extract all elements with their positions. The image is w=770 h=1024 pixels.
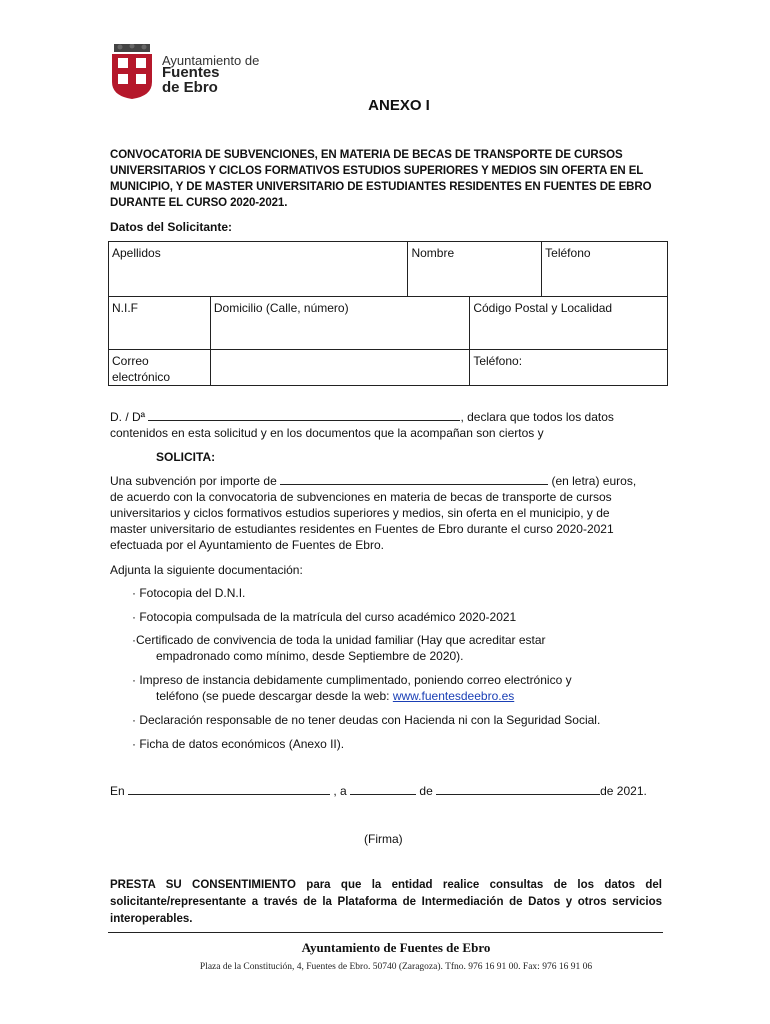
logo-line1: Ayuntamiento de — [162, 53, 260, 68]
footer-address: Plaza de la Constitución, 4, Fuentes de Ebro. 50740 (Zaragoza). Tfno. 976 16 91 00. Fax: 976 16 91 06 — [199, 962, 593, 972]
web-link[interactable]: www.fuentesdeebro.es — [392, 689, 515, 703]
solicita-heading: SOLICITA: — [156, 450, 216, 464]
doc-item-impreso: · Impreso de instancia debidamente cumplimentado, poniendo correo electrónico y teléfono (se puede descargar desde la web: www.fuentesdeebro.es — [132, 673, 572, 703]
adjunta-heading: Adjunta la siguiente documentación: — [110, 563, 303, 577]
nombre-declarante-blank[interactable] — [148, 409, 460, 421]
solicitante-table — [108, 241, 668, 386]
apellidos-field[interactable]: Apellidos — [109, 242, 408, 297]
page-title: ANEXO I — [368, 97, 430, 114]
dia-blank[interactable] — [350, 783, 416, 795]
domicilio-field[interactable]: Domicilio (Calle, número) — [210, 297, 469, 350]
doc-item-dni: · Fotocopia del D.N.I. — [132, 586, 246, 600]
footer-name: Ayuntamiento de Fuentes de Ebro — [301, 940, 491, 955]
doc-item-declaracion: · Declaración responsable de no tener deudas con Hacienda ni con la Seguridad Social. — [132, 713, 601, 727]
footer-divider — [108, 932, 663, 933]
convocatoria-heading: CONVOCATORIA DE SUBVENCIONES, EN MATERIA DE BECAS DE TRANSPORTE DE CURSOS UNIVERSITARIOS Y CICLOS FORMATIVOS ESTUDIOS SUPERIORES Y MEDIOS SIN OFERTA EN EL MUNICIPIO, Y DE MASTER UNIVERSITARIO DE ESTUDIANTES RESIDENTES EN FUENTES DE EBRO DURANTE EL CURSO 2020-2021. — [110, 149, 652, 209]
telefono2-field[interactable]: Teléfono: — [470, 350, 668, 386]
telefono-field[interactable]: Teléfono — [542, 242, 668, 297]
subvencion-paragraph: Una subvención por importe de (en letra) euros, de acuerdo con la convocatoria de subvenciones en materia de becas de transporte de cursos universitarios y ciclos formativos estudios superiores y medios, sin oferta en el municipio, y de master universitario de estudiantes residentes en Fuentes de Ebro durante el curso 2020-2021 efectuada por el Ayuntamiento de Fuentes de Ebro. — [110, 474, 637, 552]
doc-item-ficha: · Ficha de datos económicos (Anexo II). — [132, 737, 345, 751]
doc-item-certificado: ·Certificado de convivencia de toda la unidad familiar (Hay que acreditar estar empadronado como mínimo, desde Septiembre de 2020). — [132, 633, 546, 663]
coat-of-arms-icon — [108, 44, 156, 100]
doc-item-matricula: · Fotocopia compulsada de la matrícula del curso académico 2020-2021 — [132, 610, 517, 624]
correo-field[interactable] — [210, 350, 469, 386]
codigo-postal-field[interactable]: Código Postal y Localidad — [470, 297, 668, 350]
datos-solicitante-heading: Datos del Solicitante: — [110, 220, 233, 234]
firma-label: (Firma) — [364, 832, 403, 846]
nombre-field[interactable]: Nombre — [408, 242, 542, 297]
lugar-blank[interactable] — [128, 783, 330, 795]
nif-field[interactable]: N.I.F — [109, 297, 211, 350]
correo-field-label: Correo electrónico — [109, 350, 211, 386]
lugar-fecha-line: En , a de de 2021. — [110, 784, 647, 798]
consentimiento-paragraph: PRESTA SU CONSENTIMIENTO para que la entidad realice consultas de los datos del solicitante/representante a través de la Plataforma de Intermediación de Datos y otros servicios interoperables. — [110, 879, 662, 925]
ayuntamiento-logo — [108, 44, 268, 98]
logo-line2: Fuentes de Ebro — [162, 64, 220, 96]
declaracion-paragraph: D. / Dª , declara que todos los datos contenidos en esta solicitud y en los documentos que la acompañan son ciertos y — [110, 410, 614, 440]
importe-blank[interactable] — [280, 473, 548, 485]
mes-blank[interactable] — [436, 783, 600, 795]
